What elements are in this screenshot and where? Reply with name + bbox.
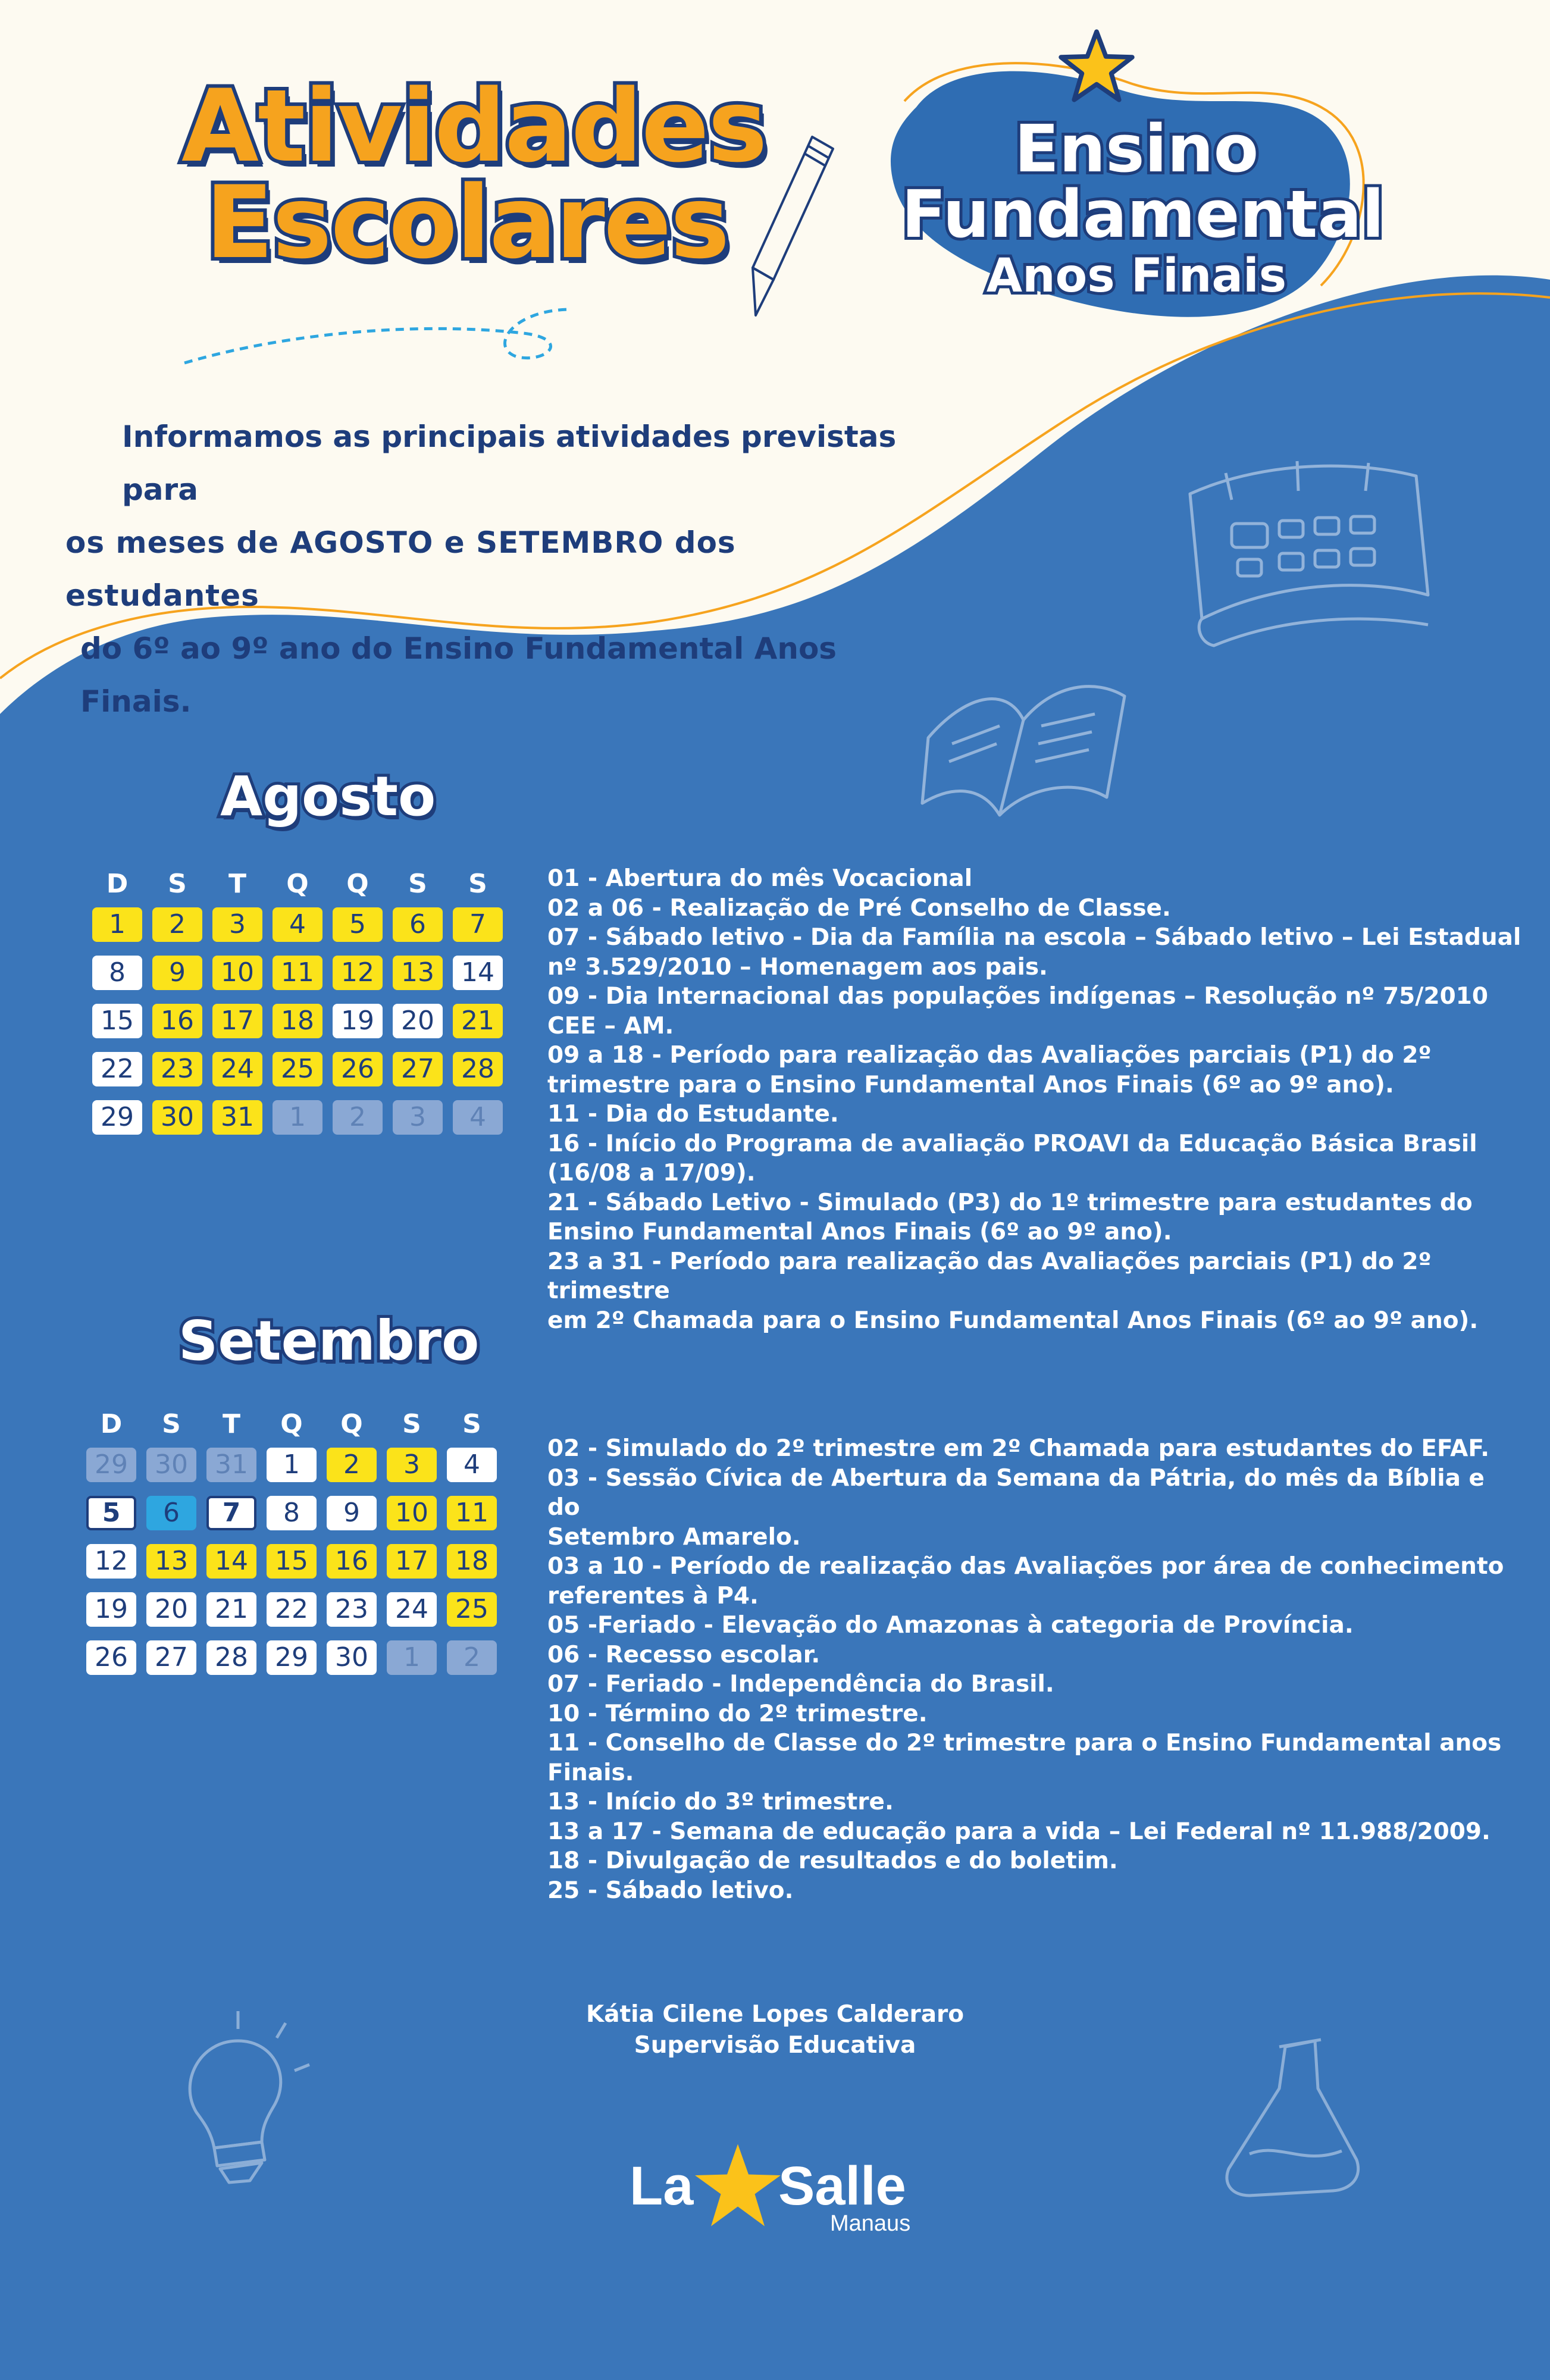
event-item: 07 - Sábado letivo - Dia da Família na escola – Sábado letivo – Lei Estadual nº 3.529/2010 – Homenagem aos pais. (547, 924, 1521, 981)
event-item: 09 a 18 - Período para realização das Avaliações parciais (P1) do 2º trimestre para o Ensino Fundamental Anos Finais (6º ao 9º ano). (547, 1042, 1432, 1098)
weekday-header: S (162, 1409, 181, 1439)
event-item: 11 - Conselho de Classe do 2º trimestre para o Ensino Fundamental anos Finais. (547, 1730, 1502, 1786)
calendar-day: 17 (387, 1544, 437, 1579)
calendar-day: 12 (333, 956, 383, 990)
calendar-day: 5 (86, 1496, 136, 1530)
weekday-header: S (402, 1409, 421, 1439)
calendar-day: 7 (206, 1496, 256, 1530)
weekday-header: Q (280, 1409, 303, 1439)
calendar-day: 12 (86, 1544, 136, 1579)
intro-line-1: Informamos as principais atividades previstas para (122, 419, 897, 507)
calendar-day: 7 (453, 907, 503, 942)
calendar-day: 18 (447, 1544, 497, 1579)
calendar-day: 24 (387, 1592, 437, 1627)
la-salle-logo (625, 2142, 934, 2236)
calendar-day: 22 (92, 1052, 142, 1086)
calendar-day: 8 (267, 1496, 317, 1530)
event-item: 03 - Sessão Cívica de Abertura da Semana da Pátria, do mês da Bíblia e do Setembro Amarelo. (547, 1464, 1485, 1551)
calendar-day: 26 (86, 1640, 136, 1675)
calendar-day: 28 (453, 1052, 503, 1086)
august-title: Agosto (220, 765, 436, 828)
calendar-day: 31 (206, 1448, 256, 1482)
weekday-header: D (100, 1409, 123, 1439)
calendar-icon (1166, 440, 1446, 666)
weekday-header: T (222, 1409, 240, 1439)
calendar-day: 29 (92, 1100, 142, 1135)
event-item: 05 -Feriado - Elevação do Amazonas à categoria de Província. (547, 1612, 1354, 1639)
event-item: 11 - Dia do Estudante. (547, 1101, 839, 1128)
calendar-day: 20 (393, 1004, 443, 1038)
weekday-header: Q (340, 1409, 363, 1439)
calendar-day: 27 (146, 1640, 196, 1675)
calendar-day: 28 (206, 1640, 256, 1675)
calendar-day: 13 (146, 1544, 196, 1579)
weekday-header: Q (286, 869, 309, 899)
logo-star-icon (693, 2142, 782, 2228)
event-item: 10 - Término do 2º trimestre. (547, 1700, 928, 1727)
calendar-day: 25 (273, 1052, 322, 1086)
event-item: 23 a 31 - Período para realização das Avaliações parciais (P1) do 2º trimestre em 2º Chamada para o Ensino Fundamental Anos Finais (6º ao 9º ano). (547, 1248, 1479, 1334)
logo-text-manaus: Manaus (830, 2211, 911, 2236)
star-icon (1058, 29, 1135, 103)
calendar-day: 2 (327, 1448, 377, 1482)
weekday-header: S (408, 869, 427, 899)
calendar-day: 16 (327, 1544, 377, 1579)
event-item: 01 - Abertura do mês Vocacional (547, 865, 973, 892)
calendar-day: 25 (447, 1592, 497, 1627)
calendar-day: 2 (333, 1100, 383, 1135)
calendar-day: 2 (447, 1640, 497, 1675)
calendar-day: 1 (92, 907, 142, 942)
calendar-day: 24 (212, 1052, 262, 1086)
calendar-day: 10 (387, 1496, 437, 1530)
event-item: 16 - Início do Programa de avaliação PROAVI da Educação Básica Brasil (16/08 a 17/09). (547, 1130, 1477, 1186)
calendar-day: 11 (447, 1496, 497, 1530)
september-title: Setembro (179, 1309, 480, 1373)
calendar-day: 11 (273, 956, 322, 990)
calendar-day: 17 (212, 1004, 262, 1038)
badge-line-1: Ensino (1014, 111, 1259, 187)
calendar-day: 15 (92, 1004, 142, 1038)
calendar-day: 14 (206, 1544, 256, 1579)
calendar-day: 30 (152, 1100, 202, 1135)
intro-text (65, 411, 940, 728)
calendar-day: 14 (453, 956, 503, 990)
title-line-2: Escolares (205, 164, 729, 281)
event-item: 13 a 17 - Semana de educação para a vida – Lei Federal nº 11.988/2009. (547, 1818, 1490, 1845)
calendar-day: 4 (453, 1100, 503, 1135)
calendar-day: 19 (333, 1004, 383, 1038)
event-item: 03 a 10 - Período de realização das Avaliações por área de conhecimento referentes à P4. (547, 1553, 1504, 1609)
logo-text-salle: Salle (778, 2156, 906, 2216)
calendar-day: 19 (86, 1592, 136, 1627)
calendar-day: 21 (453, 1004, 503, 1038)
calendar-day: 5 (333, 907, 383, 942)
badge-line-2: Fundamental (901, 176, 1385, 252)
calendar-day: 1 (267, 1448, 317, 1482)
intro-line-3: do 6º ao 9º ano do Ensino Fundamental Anos Finais. (80, 631, 837, 719)
calendar-day: 9 (152, 956, 202, 990)
title-line-1: Atividades (181, 68, 766, 184)
calendar-day: 29 (267, 1640, 317, 1675)
calendar-day: 26 (333, 1052, 383, 1086)
event-item: 02 a 06 - Realização de Pré Conselho de Classe. (547, 894, 1171, 922)
calendar-day: 1 (273, 1100, 322, 1135)
calendar-day: 3 (212, 907, 262, 942)
calendar-day: 21 (206, 1592, 256, 1627)
event-item: 06 - Recesso escolar. (547, 1641, 821, 1668)
calendar-day: 4 (273, 907, 322, 942)
calendar-day: 6 (393, 907, 443, 942)
calendar-day: 16 (152, 1004, 202, 1038)
calendar-day: 15 (267, 1544, 317, 1579)
calendar-day: 1 (387, 1640, 437, 1675)
calendar-day: 9 (327, 1496, 377, 1530)
book-icon (916, 649, 1131, 827)
event-item: 09 - Dia Internacional das populações indígenas – Resolução nº 75/2010 CEE – AM. (547, 983, 1489, 1039)
calendar-day: 2 (152, 907, 202, 942)
calendar-day: 29 (86, 1448, 136, 1482)
calendar-day: 22 (267, 1592, 317, 1627)
signature-role: Supervisão Educativa (634, 2032, 916, 2059)
intro-line-2: os meses de AGOSTO e SETEMBRO dos estudantes (65, 525, 736, 613)
calendar-day: 20 (146, 1592, 196, 1627)
weekday-header: T (228, 869, 246, 899)
weekday-header: S (168, 869, 187, 899)
calendar-day: 4 (447, 1448, 497, 1482)
weekday-header: S (468, 869, 487, 899)
signature-name: Kátia Cilene Lopes Calderaro (585, 2001, 965, 2028)
event-item: 07 - Feriado - Independência do Brasil. (547, 1671, 1054, 1698)
calendar-day: 23 (327, 1592, 377, 1627)
event-item: 21 - Sábado Letivo - Simulado (P3) do 1º trimestre para estudantes do Ensino Fundamental Anos Finais (6º ao 9º ano). (547, 1189, 1473, 1245)
calendar-day: 3 (387, 1448, 437, 1482)
weekday-header: D (106, 869, 129, 899)
september-events (547, 1434, 1523, 1905)
event-item: 13 - Início do 3º trimestre. (547, 1789, 894, 1815)
calendar-day: 3 (393, 1100, 443, 1135)
calendar-day: 10 (212, 956, 262, 990)
weekday-header: S (462, 1409, 481, 1439)
calendar-day: 30 (327, 1640, 377, 1675)
calendar-day: 6 (146, 1496, 196, 1530)
calendar-day: 8 (92, 956, 142, 990)
logo-text-la: La (630, 2156, 694, 2216)
weekday-header: Q (346, 869, 369, 899)
calendar-day: 23 (152, 1052, 202, 1086)
event-item: 25 - Sábado letivo. (547, 1877, 794, 1904)
event-item: 02 - Simulado do 2º trimestre em 2º Chamada para estudantes do EFAF. (547, 1435, 1490, 1462)
event-item: 18 - Divulgação de resultados e do boletim. (547, 1847, 1118, 1874)
calendar-day: 30 (146, 1448, 196, 1482)
calendar-day: 27 (393, 1052, 443, 1086)
badge-line-3: Anos Finais (986, 249, 1287, 303)
calendar-day: 31 (212, 1100, 262, 1135)
calendar-day: 18 (273, 1004, 322, 1038)
calendar-day: 13 (393, 956, 443, 990)
signature (0, 1999, 1550, 2061)
august-events (547, 864, 1523, 1335)
